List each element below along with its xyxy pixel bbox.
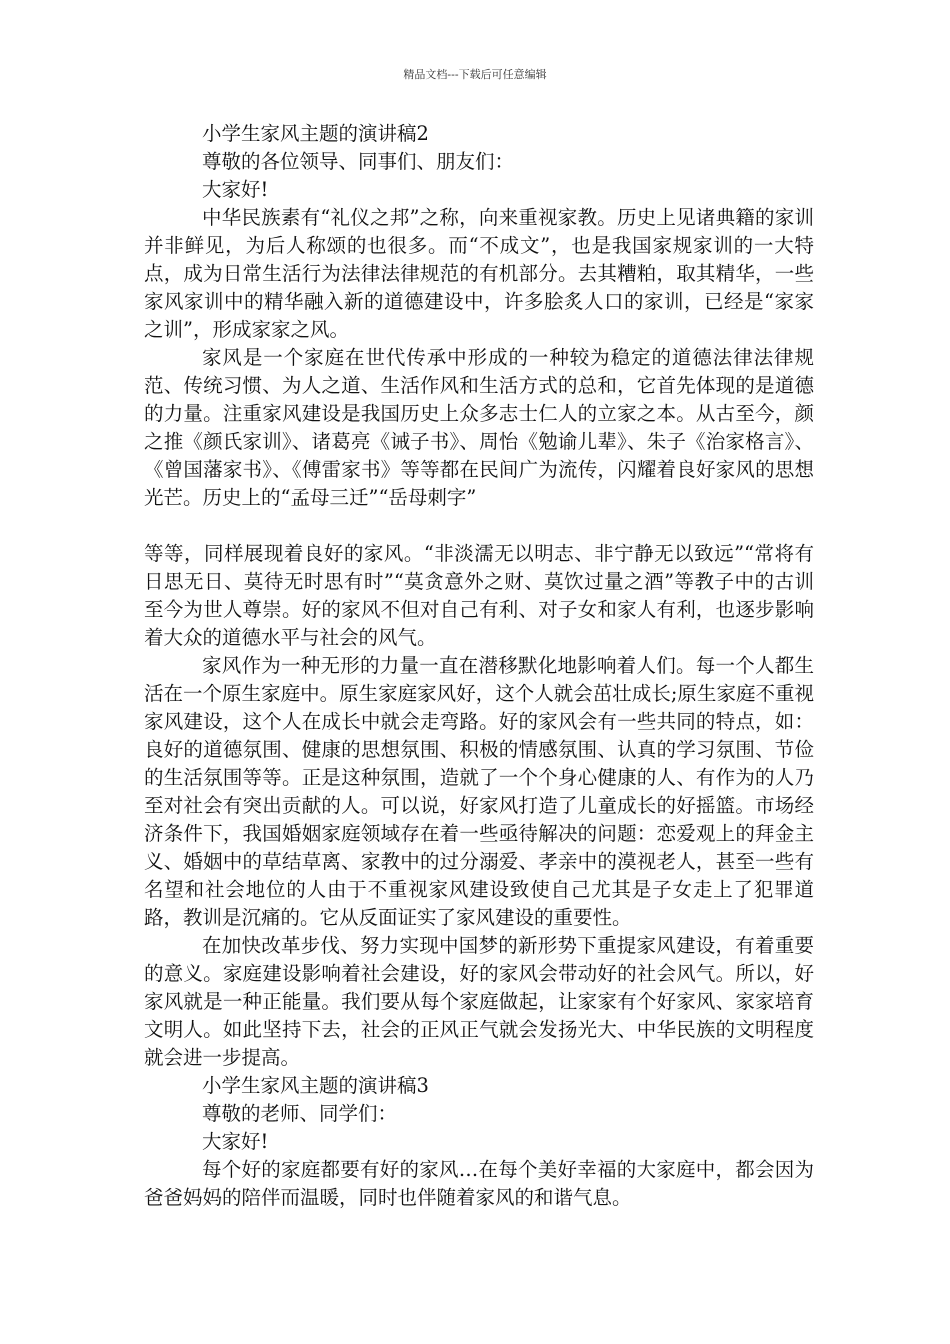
document-body [144, 120, 814, 1212]
paragraph: 在加快改革步伐、努力实现中国梦的新形势下重提家风建设，有着重要的意义。家庭建设影响着社会建设，好的家风会带动好的社会风气。所以，好家风就是一种正能量。我们要从每个家庭做起，让家家有个好家风、家家培育文明人。如此坚持下去，社会的正风正气就会发扬光大、中华民族的文明程度就会进一步提高。 [144, 934, 814, 1069]
salutation: 尊敬的老师、同学们： [202, 1102, 398, 1125]
header-note: 精品文档---下载后可任意编辑 [403, 68, 547, 81]
blank-line [144, 512, 814, 540]
greeting: 大家好! [202, 1130, 269, 1153]
salutation: 尊敬的各位领导、同事们、朋友们： [202, 150, 515, 173]
paragraph: 中华民族素有“礼仪之邦”之称，向来重视家教。历史上见诸典籍的家训并非鲜见，为后人称颂的也很多。而“不成文”，也是我国家规家训的一大特点，成为日常生活行为法律法律规范的有机部分。去其糟粕，取其精华，一些家风家训中的精华融入新的道德建设中，许多脍炙人口的家训，已经是“家家之训”，形成家家之风。 [144, 206, 814, 341]
paragraph: 家风作为一种无形的力量一直在潜移默化地影响着人们。每一个人都生活在一个原生家庭中。原生家庭家风好，这个人就会茁壮成长;原生家庭不重视家风建设，这个人在成长中就会走弯路。好的家风会有一些共同的特点，如：良好的道德氛围、健康的思想氛围、积极的情感氛围、认真的学习氛围、节俭的生活氛围等等。正是这种氛围，造就了一个个身心健康的人、有作为的人乃至对社会有突出贡献的人。可以说，好家风打造了儿童成长的好摇篮。市场经济条件下，我国婚姻家庭领域存在着一些亟待解决的问题：恋爱观上的拜金主义、婚姻中的草结草离、家教中的过分溺爱、孝亲中的漠视老人，甚至一些有名望和社会地位的人由于不重视家风建设致使自己尤其是子女走上了犯罪道路，教训是沉痛的。它从反面证实了家风建设的重要性。 [144, 654, 814, 929]
paragraph: 家风是一个家庭在世代传承中形成的一种较为稳定的道德法律法律规范、传统习惯、为人之道、生活作风和生活方式的总和，它首先体现的是道德的力量。注重家风建设是我国历史上众多志士仁人的立家之本。从古至今，颜之推《颜氏家训》、诸葛亮《诫子书》、周怡《勉谕儿辈》、朱子《治家格言》、《曾国藩家书》、《傅雷家书》等等都在民间广为流传，闪耀着良好家风的思想光芒。历史上的“孟母三迁”“岳母刺字” [144, 346, 814, 509]
speech-title-2: 小学生家风主题的演讲稿2 [202, 122, 429, 145]
greeting: 大家好! [202, 178, 269, 201]
speech-title-3: 小学生家风主题的演讲稿3 [202, 1074, 429, 1097]
paragraph: 每个好的家庭都要有好的家风…在每个美好幸福的大家庭中，都会因为爸爸妈妈的陪伴而温暖，同时也伴随着家风的和谐气息。 [144, 1158, 814, 1209]
paragraph-continuation: 等等，同样展现着良好的家风。“非淡濡无以明志、非宁静无以致远”“常将有日思无日、莫待无时思有时”“莫贪意外之财、莫饮过量之酒”等教子中的古训至今为世人尊崇。好的家风不但对自己有利、对子女和家人有利，也逐步影响着大众的道德水平与社会的风气。 [144, 542, 814, 649]
